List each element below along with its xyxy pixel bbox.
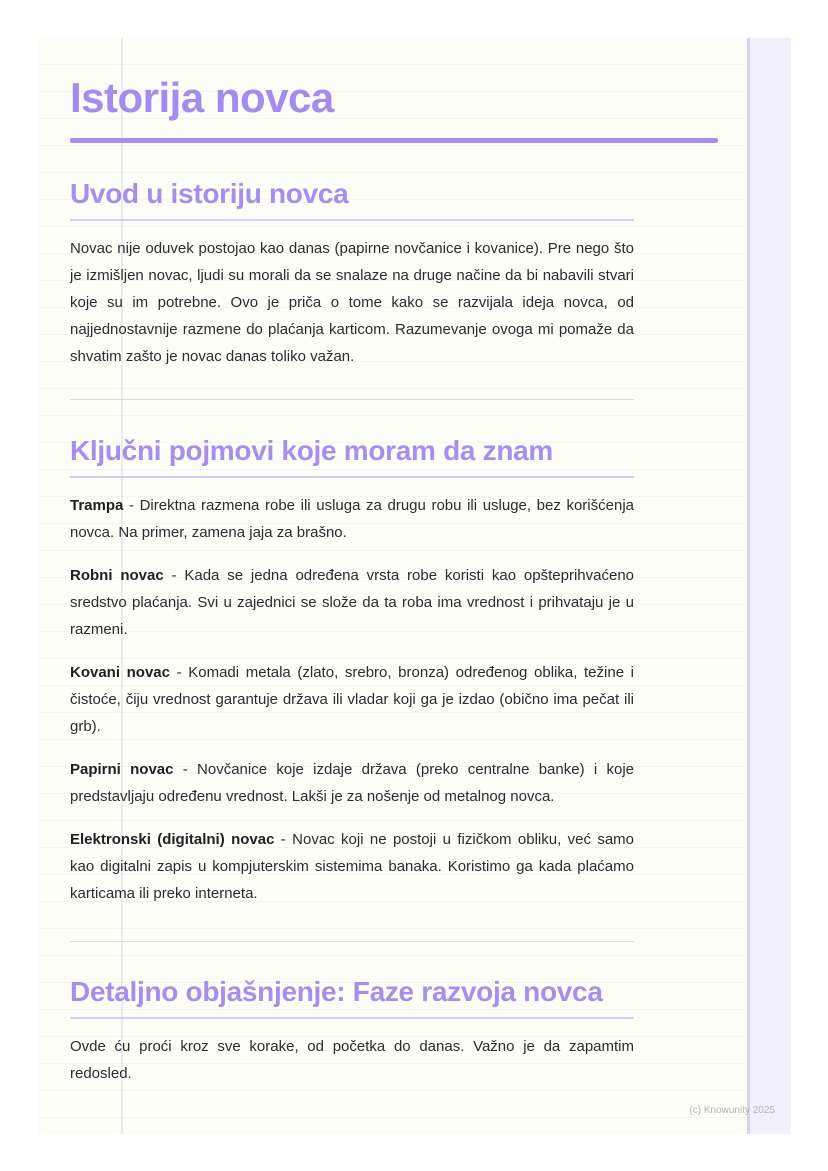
section-divider xyxy=(70,399,634,400)
term-definition: - Novac koji ne postoji u fizičkom obliku, već samo kao digitalni zapis u kompjuterskim sistemima banaka. Koristimo ga kada plaćamo karticama ili preko interneta. xyxy=(70,831,634,902)
term-definition: - Komadi metala (zlato, srebro, bronza) određenog oblika, težine i čistoće, čiju vrednost garantuje država ili vladar koji ga je izdao (obično ima pečat ili grb). xyxy=(70,664,634,735)
copyright-footer: (c) Knowunity 2025 xyxy=(689,1105,775,1116)
document-page xyxy=(38,38,791,1134)
term-definition: - Novčanice koje izdaje država (preko centralne banke) i koje predstavljaju određenu vrednost. Lakši je za nošenje od metalnog novca. xyxy=(70,761,634,805)
term-definition: - Kada se jedna određena vrsta robe koristi kao opšteprihvaćeno sredstvo plaćanja. Svi u zajednici se slože da ta roba ima vrednost i prihvataju je u razmeni. xyxy=(70,567,634,638)
term-item xyxy=(70,659,634,740)
section-details xyxy=(70,976,634,1087)
details-paragraph: Ovde ću proći kroz sve korake, od početka do danas. Važno je da zapamtim redosled. xyxy=(70,1038,634,1082)
section-heading-details: Detaljno objašnjenje: Faze razvoja novca xyxy=(70,976,634,1019)
term-name: Papirni novac xyxy=(70,761,174,778)
term-name: Elektronski (digitalni) novac xyxy=(70,831,275,848)
section-heading-terms: Ključni pojmovi koje moram da znam xyxy=(70,435,634,478)
page-title: Istorija novca xyxy=(70,74,334,121)
section-terms xyxy=(70,435,634,907)
right-margin-band xyxy=(747,38,791,1134)
term-item xyxy=(70,826,634,907)
section-divider xyxy=(70,941,634,942)
term-name: Trampa xyxy=(70,497,124,514)
term-name: Kovani novac xyxy=(70,664,170,681)
term-name: Robni novac xyxy=(70,567,164,584)
section-heading-intro: Uvod u istoriju novca xyxy=(70,178,634,221)
right-margin-line xyxy=(747,38,750,1134)
title-underline xyxy=(70,138,718,143)
intro-paragraph: Novac nije oduvek postojao kao danas (papirne novčanice i kovanice). Pre nego što je izmišljen novac, ljudi su morali da se snalaze na druge načine da bi nabavili stvari koje su im potrebne. Ovo je priča o tome kako se razvijala ideja novca, od najjednostavnije razmene do plaćanja karticom. Razumevanje ovoga mi pomaže da shvatim zašto je novac danas toliko važan. xyxy=(70,240,634,365)
section-intro xyxy=(70,178,634,370)
term-item xyxy=(70,562,634,643)
term-item xyxy=(70,492,634,546)
term-item xyxy=(70,756,634,810)
term-definition: - Direktna razmena robe ili usluga za drugu robu ili usluge, bez korišćenja novca. Na primer, zamena jaja za brašno. xyxy=(70,497,634,541)
